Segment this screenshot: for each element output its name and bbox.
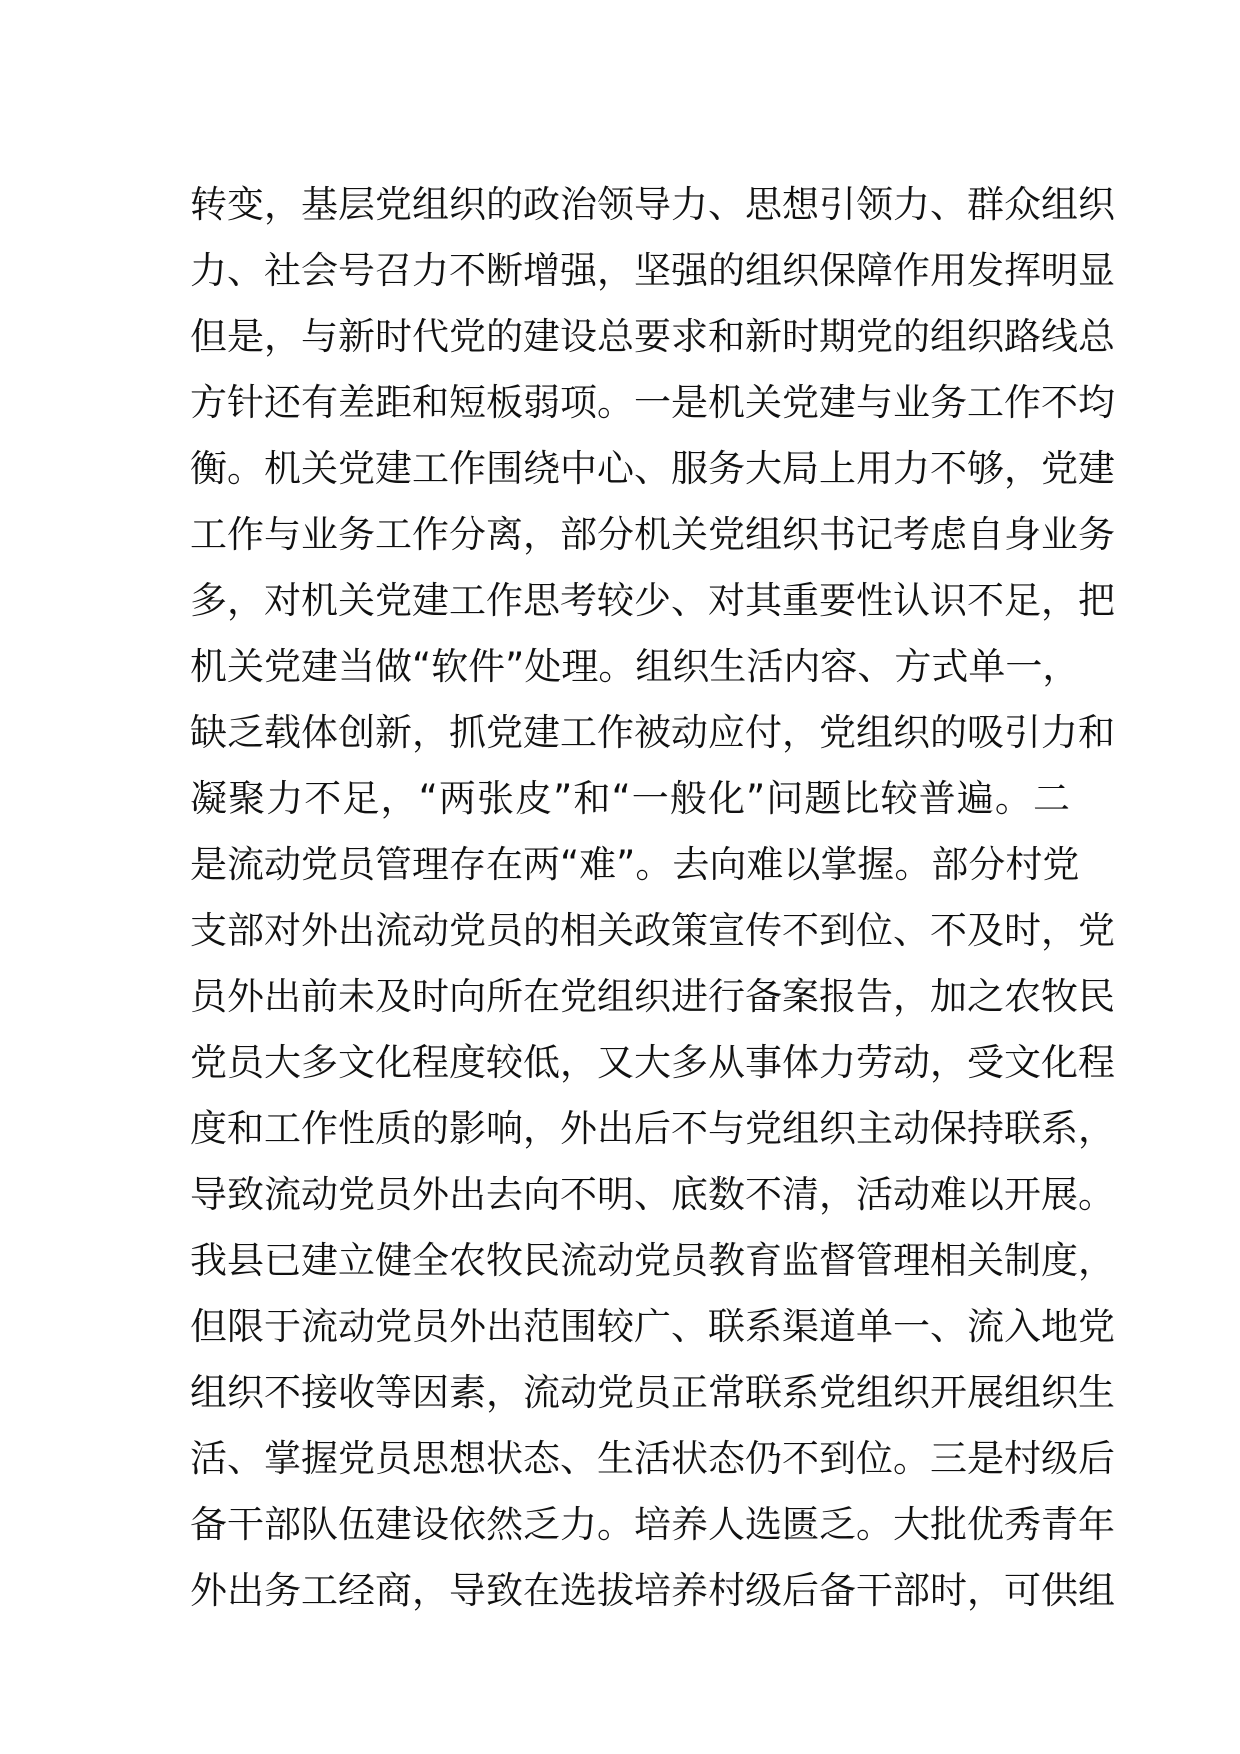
text-line: 转变，基层党组织的政治领导力、思想引领力、群众组织 [190, 183, 1115, 226]
text-line: 机关党建当做“软件”处理。组织生活内容、方式单一， [190, 645, 1080, 688]
text-line: 支部对外出流动党员的相关政策宣传不到位、不及时，党 [190, 909, 1115, 952]
text-line: 活、掌握党员思想状态、生活状态仍不到位。三是村级后 [190, 1437, 1115, 1480]
text-line: 度和工作性质的影响，外出后不与党组织主动保持联系， [190, 1107, 1115, 1150]
text-line: 员外出前未及时向所在党组织进行备案报告，加之农牧民 [190, 975, 1115, 1018]
text-line: 党员大多文化程度较低，又大多从事体力劳动，受文化程 [190, 1041, 1115, 1084]
text-line: 多，对机关党建工作思考较少、对其重要性认识不足，把 [190, 579, 1115, 622]
text-line: 衡。机关党建工作围绕中心、服务大局上用力不够，党建 [190, 447, 1115, 490]
text-line: 缺乏载体创新，抓党建工作被动应付，党组织的吸引力和 [190, 711, 1115, 754]
text-line: 凝聚力不足，“两张皮”和“一般化”问题比较普遍。二 [190, 777, 1070, 820]
text-line: 但是，与新时代党的建设总要求和新时期党的组织路线总 [190, 315, 1115, 358]
text-line: 工作与业务工作分离，部分机关党组织书记考虑自身业务 [190, 513, 1115, 556]
text-line: 外出务工经商，导致在选拔培养村级后备干部时，可供组 [190, 1569, 1115, 1612]
text-line: 导致流动党员外出去向不明、底数不清，活动难以开展。 [190, 1173, 1115, 1216]
text-line: 力、社会号召力不断增强，坚强的组织保障作用发挥明显 [190, 249, 1115, 292]
text-line: 方针还有差距和短板弱项。一是机关党建与业务工作不均 [190, 381, 1115, 424]
body-text [190, 172, 1115, 1624]
text-line: 组织不接收等因素，流动党员正常联系党组织开展组织生 [190, 1371, 1115, 1414]
text-line: 但限于流动党员外出范围较广、联系渠道单一、流入地党 [190, 1305, 1115, 1348]
text-line: 是流动党员管理存在两“难”。去向难以掌握。部分村党 [190, 843, 1080, 886]
text-line: 我县已建立健全农牧民流动党员教育监督管理相关制度， [190, 1239, 1115, 1282]
text-line: 备干部队伍建设依然乏力。培养人选匮乏。大批优秀青年 [190, 1503, 1115, 1546]
